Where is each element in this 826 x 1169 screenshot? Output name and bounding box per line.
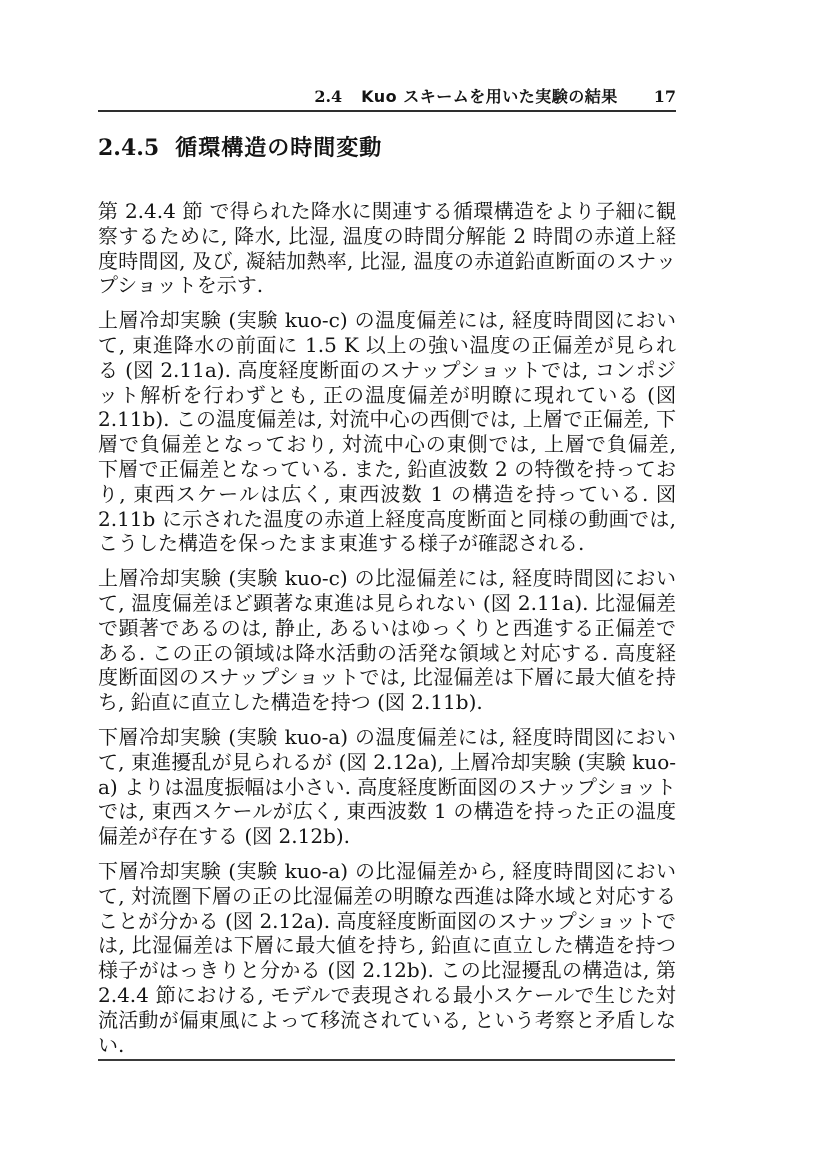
paragraph-kuo-c-temperature: 上層冷却実験 (実験 kuo-c) の温度偏差には, 経度時間図において, 東進降水の前面に 1.5 K 以上の強い温度の正偏差が見られる (図 2.11a). 高度経度断面のスナップショットでは, コンポジット解析を行わずとも, 正の温度偏差が明瞭に現れている (図 2.11b). この温度偏差は, 対流中心の西側では, 上層で正偏差, 下層で負偏差となっており, 対流中心の東側では, 上層で負偏差, 下層で正偏差となっている. また, 鉛直波数 2 の特徴を持っており, 東西スケールは広く, 東西波数 1 の構造を持っている. 図 2.11b に示された温度の赤道上経度高度断面と同様の動画では, こうした構造を保ったまま東進する様子が確認される. bbox=[98, 308, 676, 556]
header-rule bbox=[98, 110, 676, 112]
section-heading-title: 循環構造の時間変動 bbox=[175, 136, 383, 161]
paragraph-intro: 第 2.4.4 節 で得られた降水に関連する循環構造をより子細に観察するために, 降水, 比湿, 温度の時間分解能 2 時間の赤道上経度時間図, 及び, 凝結加熱率, 比湿, 温度の赤道鉛直断面のスナップショットを示す. bbox=[98, 199, 676, 298]
footer-rule bbox=[98, 1059, 675, 1061]
paragraph-kuo-a-temperature: 下層冷却実験 (実験 kuo-a) の温度偏差には, 経度時間図において, 東進擾乱が見られるが (図 2.12a), 上層冷却実験 (実験 kuo-a) よりは温度振幅は小さい. 高度経度断面図のスナップショットでは, 東西スケールが広く, 東西波数 1 の構造を持った正の温度偏差が存在する (図 2.12b). bbox=[98, 724, 676, 849]
header-section-number: 2.4 bbox=[314, 87, 343, 106]
section-heading bbox=[98, 135, 382, 162]
section-heading-number: 2.4.5 bbox=[98, 135, 160, 161]
running-header bbox=[98, 88, 676, 106]
paragraph-kuo-a-humidity: 下層冷却実験 (実験 kuo-a) の比湿偏差から, 経度時間図において, 対流圏下層の正の比湿偏差の明瞭な西進は降水域と対応することが分かる (図 2.12a). 高度経度断面図のスナップショットでは, 比湿偏差は下層に最大値を持ち, 鉛直に直立した構造を持つ様子がはっきりと分かる (図 2.12b). この比湿擾乱の構造は, 第 2.4.4 節における, モデルで表現される最小スケールで生じた対流活動が偏東風によって移流されている, という考察と矛盾しない. bbox=[98, 858, 676, 1057]
body-text bbox=[98, 199, 676, 1067]
header-page-number: 17 bbox=[653, 87, 676, 106]
paragraph-kuo-c-humidity: 上層冷却実験 (実験 kuo-c) の比湿偏差には, 経度時間図において, 温度偏差ほど顕著な東進は見られない (図 2.11a). 比湿偏差で顕著であるのは, 静止, あるいはゆっくりと西進する正偏差である. この正の領域は降水活動の活発な領域と対応する. 高度経度断面図のスナップショットでは, 比湿偏差は下層に最大値を持ち, 鉛直に直立した構造を持つ (図 2.11b). bbox=[98, 566, 676, 715]
header-section-title: Kuo スキームを用いた実験の結果 bbox=[361, 87, 618, 106]
